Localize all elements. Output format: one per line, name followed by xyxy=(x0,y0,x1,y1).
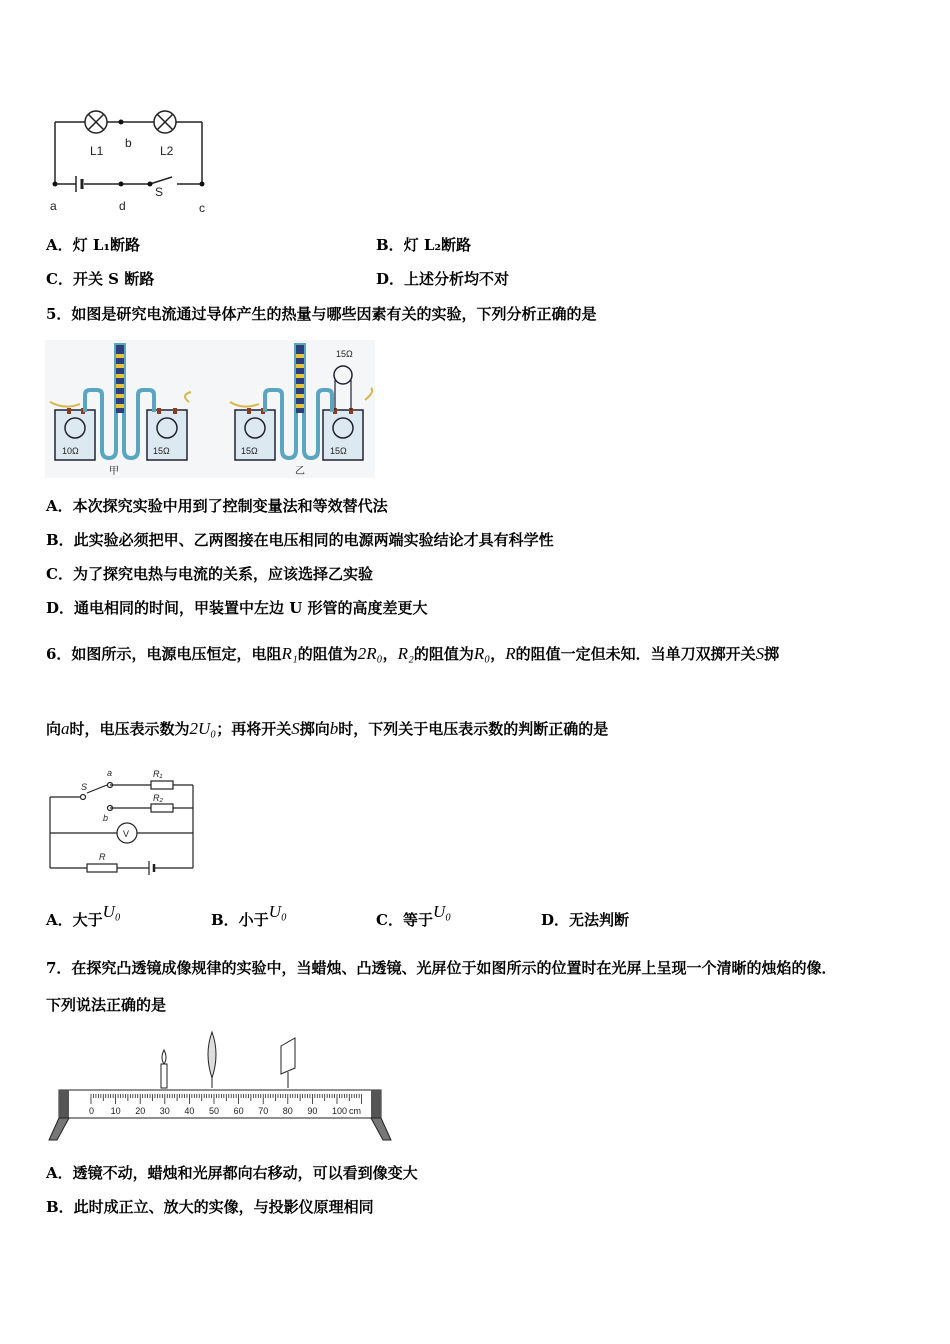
q7-optical-bench xyxy=(45,1028,395,1146)
label-r2: R₂ xyxy=(153,793,163,803)
q6-text: 的阻值一定但未知．当单刀双掷开关 xyxy=(515,645,756,663)
scale-label: 50 xyxy=(209,1106,220,1116)
label-c: c xyxy=(199,201,205,215)
q6-text: 向 xyxy=(46,720,62,738)
voltmeter-label: V xyxy=(123,829,130,839)
label-jia: 甲 xyxy=(109,466,119,477)
q6-option-c xyxy=(376,902,452,929)
math-a: a xyxy=(61,719,70,738)
q6-text: 掷 xyxy=(764,645,780,663)
scale-label: 30 xyxy=(159,1106,170,1116)
q6-option-text: A．大于 xyxy=(46,911,103,929)
q6-stem-line1 xyxy=(46,645,779,663)
scale-label: 60 xyxy=(233,1106,244,1116)
label-s: S xyxy=(81,782,88,792)
q4-option-c: C．开关 S 断路 xyxy=(46,270,155,288)
label-l2: L2 xyxy=(160,144,174,158)
label-s: S xyxy=(155,185,164,199)
scale-label: 70 xyxy=(258,1106,269,1116)
q6-option-text: C．等于 xyxy=(376,911,433,929)
scale-label: 20 xyxy=(135,1106,146,1116)
light-screen xyxy=(281,1038,295,1088)
scale-label: 80 xyxy=(282,1106,293,1116)
q6-option-text: B．小于 xyxy=(211,911,269,929)
math-u0: U₀ xyxy=(432,902,452,921)
label-yi: 乙 xyxy=(295,466,305,477)
q6-stem-line2 xyxy=(46,720,608,738)
scale-unit: cm xyxy=(349,1106,361,1116)
q4-circuit-diagram xyxy=(40,100,220,220)
q7-option-a: A．透镜不动，蜡烛和光屏都向右移动，可以看到像变大 xyxy=(46,1164,418,1182)
q7-stem-line2: 下列说法正确的是 xyxy=(46,996,167,1014)
label-b: b xyxy=(125,136,132,150)
q6-text: 时，电压表示数为 xyxy=(69,720,190,738)
q5-option-d: D．通电相同的时间，甲装置中左边 U 形管的高度差更大 xyxy=(46,599,428,617)
q6-text: 掷向 xyxy=(299,720,330,738)
q6-text: ， xyxy=(490,645,506,663)
q6-text: ， xyxy=(382,645,398,663)
q6-text: ；再将开关 xyxy=(216,720,292,738)
label-a: a xyxy=(50,199,57,213)
q4-option-a: A．灯 L₁断路 xyxy=(46,236,140,254)
label-b: b xyxy=(103,813,109,823)
label-r1: R₁ xyxy=(153,769,163,779)
q6-text: 的阻值为 xyxy=(413,645,474,663)
math-s: S xyxy=(291,719,300,738)
q5-option-b: B．此实验必须把甲、乙两图接在电压相同的电源两端实验结论才具有科学性 xyxy=(46,531,554,549)
q6-option-a xyxy=(46,902,121,929)
scale-label: 40 xyxy=(184,1106,195,1116)
q6-text: 6．如图所示，电源电压恒定，电阻 xyxy=(46,645,282,663)
q5-option-c: C．为了探究电热与电流的关系，应该选择乙实验 xyxy=(46,565,373,583)
math-r0: R₀ xyxy=(473,644,491,663)
math-r1: R₁ xyxy=(281,644,298,663)
q4-option-b: B．灯 L₂断路 xyxy=(376,236,472,254)
math-2u0: 2U₀ xyxy=(189,719,217,738)
label-15ohm-yi-left: 15Ω xyxy=(241,446,258,456)
label-d: d xyxy=(119,199,126,213)
label-15ohm-jia: 15Ω xyxy=(153,446,170,456)
q6-option-d: D．无法判断 xyxy=(541,911,630,929)
scale-label: 0 xyxy=(89,1106,95,1116)
math-u0: U₀ xyxy=(102,902,121,921)
label-a: a xyxy=(107,768,113,778)
q6-circuit-diagram xyxy=(45,765,205,875)
q5-stem: 5．如图是研究电流通过导体产生的热量与哪些因素有关的实验，下列分析正确的是 xyxy=(46,305,597,323)
scale-label: 90 xyxy=(307,1106,318,1116)
math-r2: R₂ xyxy=(397,644,414,663)
q6-text: 的阻值为 xyxy=(297,645,358,663)
scale-label: 10 xyxy=(110,1106,121,1116)
q7-stem-line1: 7．在探究凸透镜成像规律的实验中，当蜡烛、凸透镜、光屏位于如图所示的位置时在光屏上呈现一个清晰的烛焰的像． xyxy=(46,959,837,977)
label-r: R xyxy=(99,852,106,862)
q7-option-b: B．此时成正立、放大的实像，与投影仪原理相同 xyxy=(46,1198,374,1216)
label-l1: L1 xyxy=(90,144,104,158)
math-r: R xyxy=(505,644,516,663)
q5-option-a: A．本次探究实验中用到了控制变量法和等效替代法 xyxy=(46,497,388,515)
label-10ohm: 10Ω xyxy=(62,446,79,456)
scale-label: 100 xyxy=(332,1106,348,1116)
convex-lens xyxy=(208,1032,216,1088)
candle xyxy=(161,1050,167,1088)
q6-text: 时，下列关于电压表示数的判断正确的是 xyxy=(338,720,609,738)
q4-option-d: D．上述分析均不对 xyxy=(376,270,510,288)
math-2r0: 2R₀ xyxy=(357,644,383,663)
label-15ohm-yi-right: 15Ω xyxy=(330,446,347,456)
math-b: b xyxy=(329,719,339,738)
math-u0: U₀ xyxy=(268,902,287,921)
q6-option-b xyxy=(211,902,287,929)
q5-joule-heat-apparatus xyxy=(45,340,375,478)
math-s: S xyxy=(755,644,765,663)
label-15ohm-top: 15Ω xyxy=(336,349,353,359)
